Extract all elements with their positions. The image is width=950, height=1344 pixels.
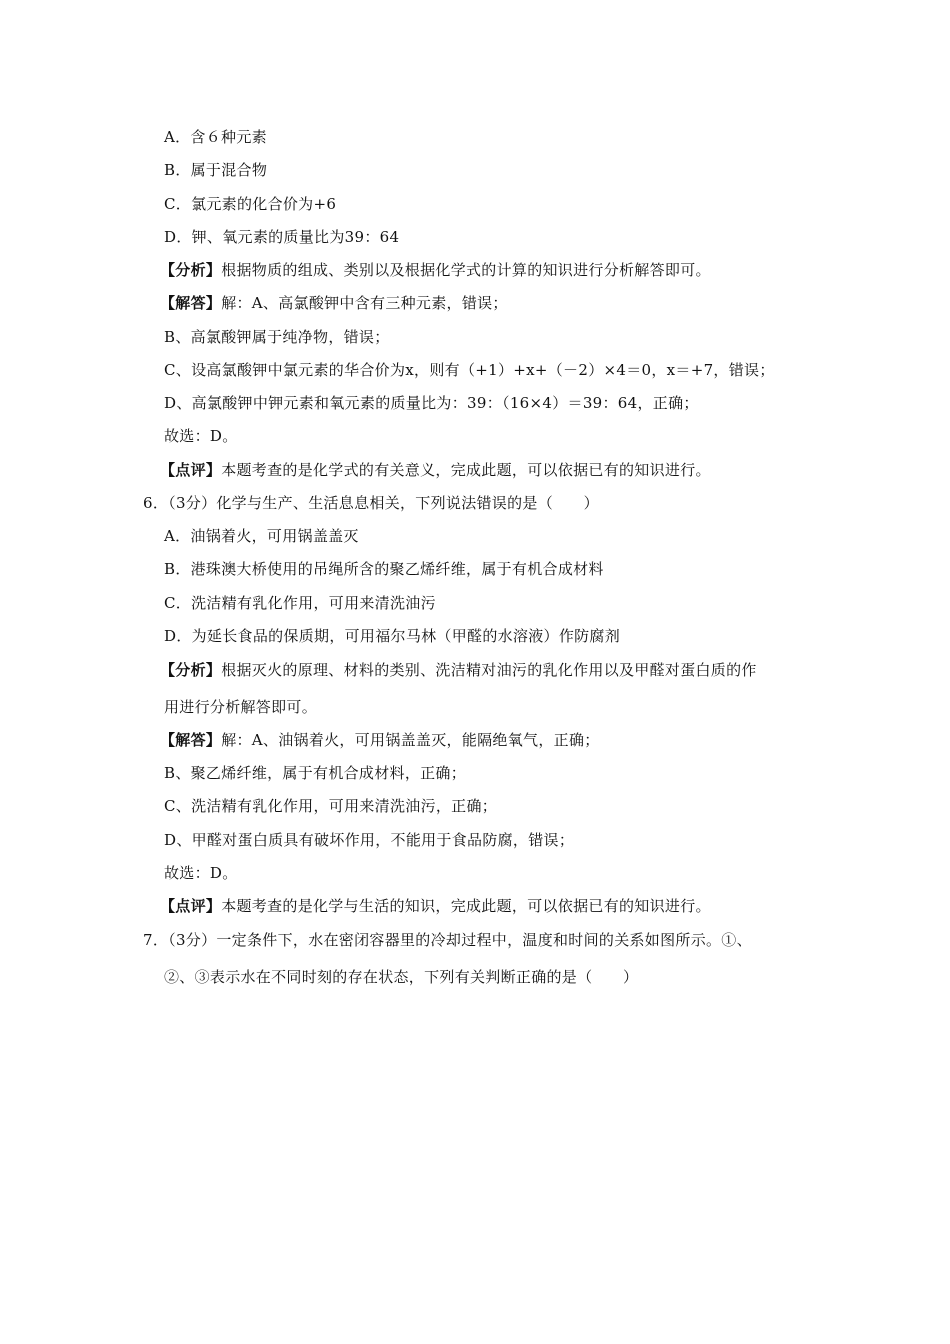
q7-stem-continued: ②、③表示水在不同时刻的存在状态，下列有关判断正确的是（ ） (164, 968, 639, 986)
q5-option-a: A．含６种元素 (164, 128, 267, 146)
q6-answer-line: D、甲醛对蛋白质具有破坏作用，不能用于食品防腐，错误； (164, 831, 575, 849)
analysis-tag: 【分析】 (160, 261, 222, 279)
answer-text: 解：A、油锅着火，可用锅盖盖灭，能隔绝氧气，正确； (221, 731, 600, 749)
q6-stem: 6．（3分）化学与生产、生活息息相关，下列说法错误的是（ ） (143, 494, 599, 512)
q5-answer (160, 293, 508, 313)
comment-text: 本题考查的是化学与生活的知识，完成此题，可以依据已有的知识进行。 (221, 897, 711, 915)
answer-tag: 【解答】 (160, 731, 222, 749)
q5-option-b: B．属于混合物 (164, 161, 268, 179)
analysis-tag: 【分析】 (160, 661, 222, 679)
q6-answer-line: C、洗洁精有乳化作用，可用来清洗油污，正确； (164, 797, 498, 815)
comment-tag: 【点评】 (160, 461, 222, 479)
q6-answer-line: 故选：D。 (164, 864, 238, 882)
q6-option-d: D．为延长食品的保质期，可用福尔马林（甲醛的水溶液）作防腐剂 (164, 627, 621, 645)
q6-comment (160, 896, 711, 916)
q6-option-a: A．油锅着火，可用锅盖盖灭 (164, 527, 359, 545)
answer-tag: 【解答】 (160, 294, 222, 312)
q5-analysis (160, 260, 711, 280)
q5-answer-line: D、高氯酸钾中钾元素和氧元素的质量比为：39：（16×4）＝39：64，正确； (164, 394, 699, 412)
comment-tag: 【点评】 (160, 897, 222, 915)
q7-stem: 7．（3分）一定条件下，水在密闭容器里的冷却过程中，温度和时间的关系如图所示。①、 (143, 931, 752, 949)
q6-answer-line: B、聚乙烯纤维，属于有机合成材料，正确； (164, 764, 467, 782)
q6-option-b: B．港珠澳大桥使用的吊绳所含的聚乙烯纤维，属于有机合成材料 (164, 560, 604, 578)
analysis-text: 根据物质的组成、类别以及根据化学式的计算的知识进行分析解答即可。 (221, 261, 711, 279)
q6-analysis (160, 660, 757, 680)
q5-answer-line: 故选：D。 (164, 427, 238, 445)
q6-option-c: C．洗洁精有乳化作用，可用来清洗油污 (164, 594, 436, 612)
comment-text: 本题考查的是化学式的有关意义，完成此题，可以依据已有的知识进行。 (221, 461, 711, 479)
q5-comment (160, 460, 711, 480)
q5-option-c: C．氯元素的化合价为+6 (164, 195, 337, 213)
q6-answer (160, 730, 600, 750)
answer-text: 解：A、高氯酸钾中含有三种元素，错误； (221, 294, 508, 312)
analysis-text: 根据灭火的原理、材料的类别、洗洁精对油污的乳化作用以及甲醛对蛋白质的作 (221, 661, 757, 679)
q6-analysis-continued: 用进行分析解答即可。 (164, 698, 318, 716)
q5-option-d: D．钾、氧元素的质量比为39：64 (164, 228, 400, 246)
q5-answer-line: C、设高氯酸钾中氯元素的华合价为x，则有（+1）+x+（－2）×4＝0，x＝+7，错误； (164, 361, 775, 379)
q5-answer-line: B、高氯酸钾属于纯净物，错误； (164, 328, 390, 346)
